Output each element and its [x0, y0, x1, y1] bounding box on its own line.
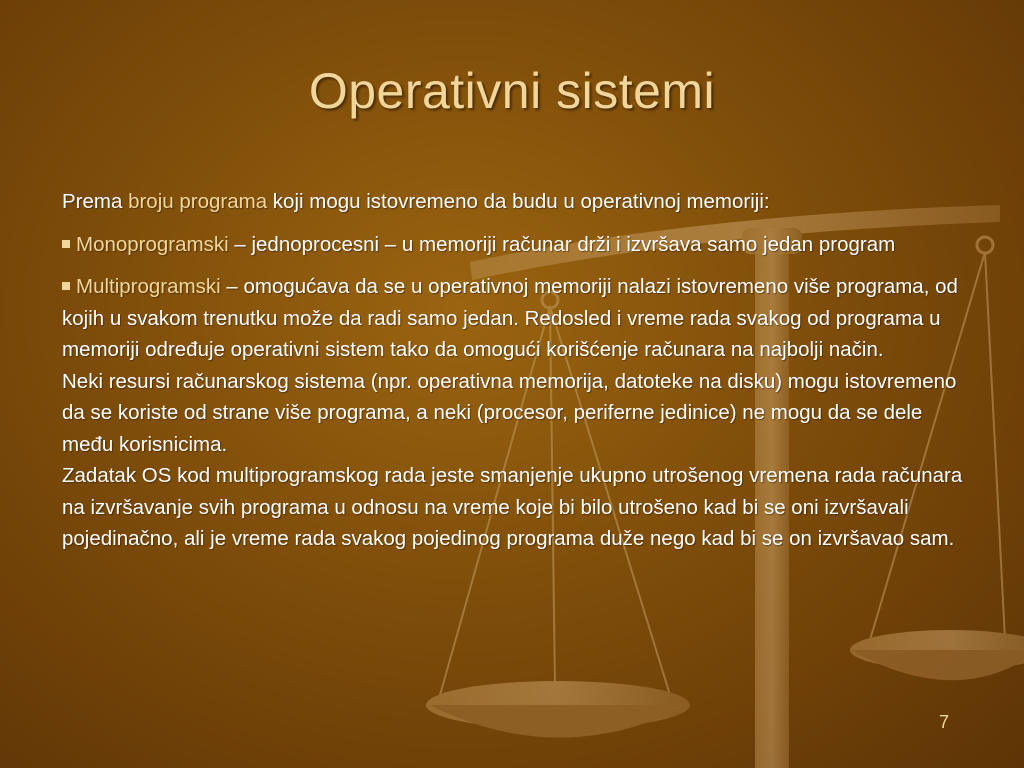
page-number: 7: [938, 712, 949, 732]
square-bullet-icon: [62, 240, 70, 248]
bullet-term: Multiprogramski: [76, 275, 221, 298]
intro-paragraph: [62, 186, 967, 218]
intro-text-after: koji mogu istovremeno da budu u operativnoj memoriji:: [267, 190, 770, 213]
bullet-term: Monoprogramski: [76, 232, 229, 256]
square-bullet-icon: [62, 282, 70, 290]
bullet-text: – jednoprocesni – u memoriji računar drži i izvršava samo jedan program: [228, 232, 896, 256]
bullet-text-goal: Zadatak OS kod multiprogramskog rada jeste smanjenje ukupno utrošenog vremena rada računara na izvršavanje svih programa u odnosu na vreme koje bi bilo utrošeno kad bi se oni izvršavali pojedinačno, ali je vreme rada svakog pojedinog programa duže nego kad bi se on izvršavao sam.: [62, 464, 963, 550]
bullet-text: – omogućava da se u operativnoj memoriji nalazi istovremeno više programa, od kojih u svakom trenutku može da radi samo jedan. Redosled i vreme rada svakog od programa u memoriji određuje operativni sistem tako da omogući korišćenje računara na najbolji način.: [62, 275, 958, 361]
bullet-text-resources: Neki resursi računarskog sistema (npr. operativna memorija, datoteke na disku) mogu istovremeno da se koriste od strane više programa, a neki (procesor, periferne jedinice) ne mogu da se dele među korisnicima.: [62, 369, 957, 456]
slide-title: Operativni sistemi: [308, 63, 716, 119]
intro-highlight: broju programa: [128, 190, 268, 213]
slide-body: [62, 186, 967, 555]
intro-text-before: Prema: [62, 190, 129, 213]
bullet-monoprogramski: [62, 229, 967, 261]
bullet-multiprogramski: [62, 271, 967, 555]
